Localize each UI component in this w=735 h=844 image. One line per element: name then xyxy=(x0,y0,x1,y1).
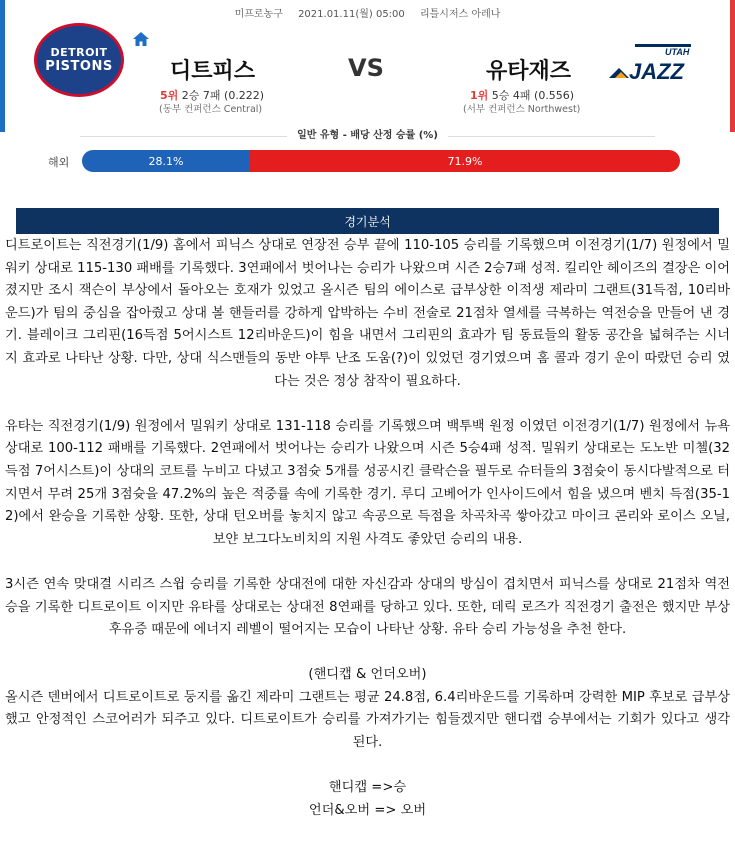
away-logo-text: JAZZ xyxy=(629,59,684,84)
win-probability-bar xyxy=(82,150,680,172)
away-conference: (서부 컨퍼런스 Northwest) xyxy=(463,104,581,115)
home-probability-segment: 28.1% xyxy=(82,150,250,172)
analysis-section-header: 경기분석 xyxy=(16,208,719,234)
away-logo-top: UTAH xyxy=(665,47,690,57)
bet-title xyxy=(0,126,735,141)
vs-label: VS xyxy=(348,54,384,82)
analysis-paragraph-home: 디트로이트는 직전경기(1/9) 홈에서 피닉스 상대로 연장전 승부 끝에 110-105 승리를 기록했으며 이전경기(1/7) 원정에서 밀워키 상대로 115-130 패배를 기록했다. 3연패에서 벗어나는 승리가 나왔으며 시즌 2승7패 성적. 킬리안 헤이즈의 결장은 이어졌지만 조시 잭슨이 부상에서 돌아오는 호재가 있었고 올시즌 팀의 에이스로 급부상한 이적생 제라미 그랜트(31득점, 10리바운드)가 팀의 중심을 잡아줬고 상대 볼 핸들러를 강하게 압박하는 수비 전술로 21점차 열세를 극복하는 역전승을 만들어 낸 경기. 블레이크 그리핀(16득점 5어시스트 12리바운드)이 힘을 내면서 그리핀의 효과가 팀 동료들의 활동 공간을 넓혀주는 시너지 효과로 나타난 상황. 다만, 상대 식스맨들의 동반 야투 난조 도움(?)이 있었던 경기였으며 홈 콜과 경기 운이 따랐던 승리 였다는 것은 정상 참작이 필요하다. xyxy=(5,238,730,389)
away-rank: 1위 xyxy=(470,89,489,102)
home-rank: 5위 xyxy=(160,89,179,102)
analysis-paragraph-handicap: 올시즌 덴버에서 디트로이트로 둥지를 옮긴 제라미 그랜트는 평균 24.8점, 6.4리바운드를 기록하며 강력한 MIP 후보로 급부상 했고 안정적인 스코어러가 되주고 있다. 디트로이트가 승리를 가져가기는 힘들겠지만 핸디캡 승부에서는 기회가 있다고 생각 된다. xyxy=(5,689,730,751)
away-team-logo xyxy=(607,40,695,84)
match-datetime: 2021.01.11(월) 05:00 xyxy=(298,9,405,20)
home-record: 2승 7패 (0.222) xyxy=(181,89,265,102)
league-name: 미프로농구 xyxy=(234,9,283,20)
analysis-subheading: (핸디캡 & 언더오버) xyxy=(308,667,427,683)
analysis-paragraph-away: 유타는 직전경기(1/9) 원정에서 밀워키 상대로 131-118 승리를 기록했으며 백투백 원정 이였던 이전경기(1/7) 원정에서 뉴욕 상대로 100-112 패배를 기록했다. 2연패에서 벗어나는 승리가 나왔으며 시즌 5승4패 성적. 밀워키 상대로는 도노반 미첼(32득점 7어시스트)이 상대의 코트를 누비고 다녔고 3점슛 5개를 성공시킨 클락슨을 필두로 슈터들의 3점슛이 동시다발적으로 터지면서 무려 25개 3점슛을 47.2%의 높은 적중률 속에 기록한 경기. 루디 고베어가 인사이드에서 힘을 냈으며 벤치 득점(35-12)에서 완승을 기록한 상황. 또한, 상대 턴오버를 놓치지 않고 속공으로 득점을 차곡차곡 쌓아갔고 마이크 콘리와 로이스 오닐, 보얀 보그다노비치의 지원 사격도 좋았던 승리의 내용. xyxy=(5,418,730,547)
away-record: 5승 4패 (0.556) xyxy=(491,89,575,102)
home-icon xyxy=(133,32,149,46)
away-team-name[interactable]: 유타재즈 xyxy=(486,59,572,84)
analysis-paragraph-prediction: 3시즌 연속 맞대결 시리즈 스윕 승리를 기록한 상대전에 대한 자신감과 상대의 방심이 겹치면서 피닉스를 상대로 21점차 역전승을 기록한 디트로이트 이지만 유타를 상대로는 상대전 8연패를 당하고 있다. 또한, 데릭 로즈가 직전경기 출전은 했지만 부상 후유증 때문에 에너지 레벨이 떨어지는 모습이 나타난 상황. 유타 승리 가능성을 추천 한다. xyxy=(5,576,730,638)
away-probability-segment: 71.9% xyxy=(250,150,680,172)
home-team-name[interactable]: 디트피스 xyxy=(170,59,256,84)
match-venue: 리틀시저스 아레나 xyxy=(419,9,501,20)
pick-over-under: 언더&오버 => 오버 xyxy=(308,802,427,818)
bet-title-text: 일반 유형 - 배당 산정 승률 (%) xyxy=(287,130,448,141)
home-logo-line1: DETROIT xyxy=(50,46,108,59)
pick-handicap: 핸디캡 =>승 xyxy=(328,780,407,796)
analysis-article xyxy=(5,235,730,822)
bet-source-label: 해외 xyxy=(48,156,70,169)
home-conference: (동부 컨퍼런스 Central) xyxy=(159,104,263,115)
home-logo-line2: PISTONS xyxy=(45,59,113,74)
home-team-logo xyxy=(34,23,124,97)
match-meta xyxy=(0,5,735,20)
